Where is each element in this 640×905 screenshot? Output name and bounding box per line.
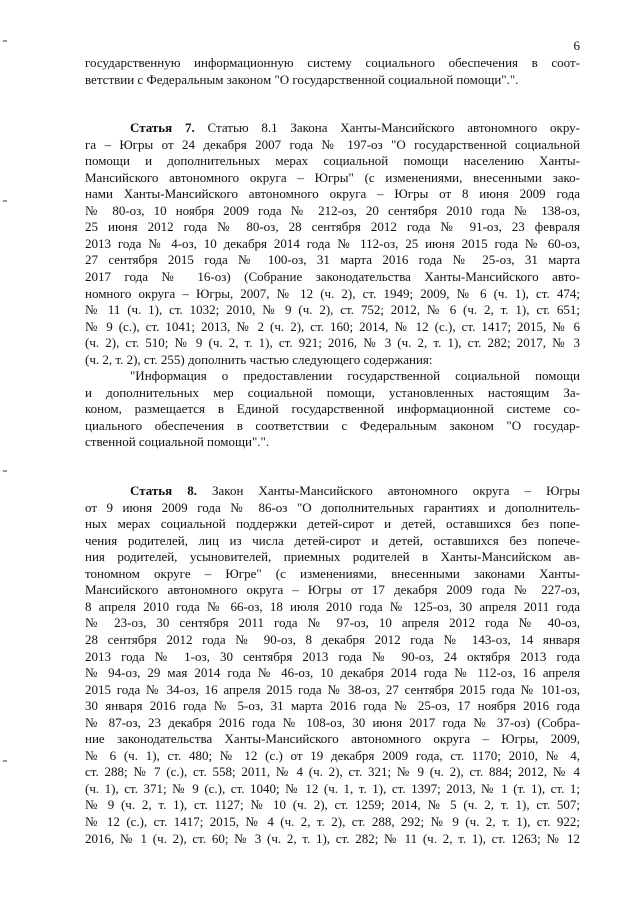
line-text: № 6 (ч. 1), ст. 480; № 12 (с.) от 19 декабря 2009 года, ст. 1170; 2010, № 4, bbox=[85, 747, 580, 763]
line-text: ветствии с Федеральным законом "О государственной социальной помощи".". bbox=[85, 71, 519, 87]
line-text: "Информация о предоставлении государственной социальной помощи bbox=[130, 368, 580, 384]
text-line bbox=[85, 418, 580, 435]
line-text: № 80-оз, 10 ноября 2009 года № 212-оз, 20 сентября 2010 года № 138-оз, bbox=[85, 202, 580, 218]
text-line bbox=[85, 698, 580, 715]
text-line bbox=[85, 170, 580, 187]
text-line bbox=[85, 748, 580, 765]
text-line bbox=[85, 319, 580, 336]
text-line bbox=[85, 269, 580, 286]
line-text: ных мерах социальной поддержки детей-сирот и детей, оставшихся без попе- bbox=[85, 516, 580, 532]
page-number: 6 bbox=[573, 38, 580, 53]
line-text: Мансийского автономного округа – Югры" (с изменениями, внесенными зако- bbox=[85, 169, 580, 185]
article-heading: Статья 7. bbox=[130, 120, 195, 136]
text-line bbox=[85, 335, 580, 352]
line-text: Статью 8.1 Закона Ханты-Мансийского автономного окру- bbox=[194, 120, 581, 136]
line-text: ст. 288; № 7 (с.), ст. 558; 2011, № 4 (ч. 2), ст. 321; № 9 (ч. 2), ст. 884; 2012, № 4 bbox=[85, 764, 580, 780]
line-text: 2013 года № 1-оз, 30 сентября 2013 года № 90-оз, 24 октября 2013 года bbox=[85, 648, 580, 664]
line-text: № 11 (ч. 1), ст. 1032; 2010, № 9 (ч. 2), ст. 752; 2012, № 6 (ч. 2, т. 1), ст. 651; bbox=[85, 302, 580, 318]
line-text: 8 апреля 2010 года № 66-оз, 18 июля 2010 года № 125-оз, 30 апреля 2011 года bbox=[85, 598, 580, 614]
scan-margin-mark bbox=[3, 470, 7, 472]
line-text: 2013 года № 4-оз, 10 декабря 2014 года № 112-оз, 25 июня 2015 года № 60-оз, bbox=[85, 235, 580, 251]
line-text: коном, размещается в Единой государственной информационной системе со- bbox=[85, 401, 580, 417]
scan-margin-mark bbox=[3, 40, 7, 42]
text-line bbox=[85, 549, 580, 566]
line-text: чения родителей, лиц из числа детей-сирот и детей, оставшихся без попече- bbox=[85, 532, 580, 548]
text-line bbox=[85, 72, 580, 89]
line-text: № 94-оз, 29 мая 2014 года № 46-оз, 10 декабря 2014 года № 112-оз, 16 апреля bbox=[85, 665, 580, 681]
line-text: га – Югры от 24 декабря 2007 года № 197-оз "О государственной социальной bbox=[85, 136, 580, 152]
line-text: циального обеспечения в соответствии с Федеральным законом "О государ- bbox=[85, 417, 580, 433]
text-line bbox=[85, 582, 580, 599]
line-text: ния родителей, усыновителей, приемных родителей в Ханты-Мансийском ав- bbox=[85, 549, 580, 565]
line-text: 25 июня 2012 года № 80-оз, 28 сентября 2012 года № 91-оз, 23 февраля bbox=[85, 219, 580, 235]
line-text: № 9 (ч. 2, т. 1), ст. 1127; № 10 (ч. 2), ст. 1259; 2014, № 5 (ч. 2, т. 1), ст. 507; bbox=[85, 797, 580, 813]
line-text: ственной социальной помощи".". bbox=[85, 434, 270, 450]
line-text: Мансийского автономного округа – Югры от 17 декабря 2009 года № 227-оз, bbox=[85, 582, 580, 598]
document-body bbox=[85, 55, 580, 847]
text-line bbox=[85, 649, 580, 666]
line-text: № 12 (с.), ст. 1417; 2015, № 4 (ч. 2, т. 2), ст. 288, 292; № 9 (ч. 2, т. 1), ст. 922; bbox=[85, 813, 580, 829]
text-line bbox=[85, 731, 580, 748]
line-text: помощи и дополнительных мерах социальной помощи населению Ханты- bbox=[85, 153, 580, 169]
line-text: и дополнительных мер социальной помощи, установленных настоящим За- bbox=[85, 384, 580, 400]
line-text: номного округа – Югры, 2007, № 12 (ч. 2), ст. 1949; 2009, № 6 (ч. 1), ст. 474; bbox=[85, 285, 580, 301]
text-line bbox=[85, 286, 580, 303]
line-text: 2015 года № 34-оз, 16 апреля 2015 года № 38-оз, 27 сентября 2015 года № 101-оз, bbox=[85, 681, 580, 697]
line-text: № 9 (с.), ст. 1041; 2013, № 2 (ч. 2), ст. 160; 2014, № 12 (с.), ст. 1417; 2015, № 6 bbox=[85, 318, 580, 334]
text-line bbox=[85, 500, 580, 517]
text-line bbox=[85, 533, 580, 550]
text-line bbox=[85, 186, 580, 203]
scan-margin-mark bbox=[3, 760, 7, 762]
text-line bbox=[85, 368, 580, 385]
text-line bbox=[85, 566, 580, 583]
line-text: (ч. 1), ст. 371; № 9 (с.), ст. 1040; № 12 (ч. 1, т. 1), ст. 1397; 2013, № 1 (т. 1), ст. 1; bbox=[85, 780, 580, 796]
text-line bbox=[85, 797, 580, 814]
text-line bbox=[85, 401, 580, 418]
text-line bbox=[85, 352, 580, 369]
text-line bbox=[85, 715, 580, 732]
line-text: от 9 июня 2009 года № 86-оз "О дополнительных гарантиях и дополнитель- bbox=[85, 499, 580, 515]
text-line bbox=[85, 434, 580, 451]
text-line bbox=[85, 814, 580, 831]
line-text: 2016, № 1 (ч. 2), ст. 60; № 3 (ч. 2, т. 1), ст. 282; № 11 (ч. 2, т. 1), ст. 1263; № 12 bbox=[85, 830, 580, 846]
text-line bbox=[85, 252, 580, 269]
text-line bbox=[85, 682, 580, 699]
text-line bbox=[85, 302, 580, 319]
text-line bbox=[85, 219, 580, 236]
text-line bbox=[85, 764, 580, 781]
paragraph-gap bbox=[85, 88, 580, 120]
line-text: нами Ханты-Мансийского автономного округа – Югры от 8 июня 2009 года bbox=[85, 186, 580, 202]
paragraph-gap bbox=[85, 451, 580, 483]
text-line bbox=[85, 665, 580, 682]
article-heading: Статья 8. bbox=[130, 483, 197, 499]
line-text: (ч. 2), ст. 510; № 9 (ч. 2, т. 1), ст. 921; 2016, № 3 (ч. 2, т. 1), ст. 282; 2017, № 3 bbox=[85, 335, 580, 351]
text-line bbox=[85, 781, 580, 798]
line-text: № 87-оз, 23 декабря 2016 года № 108-оз, 30 июня 2017 года № 37-оз) (Собра- bbox=[85, 714, 580, 730]
line-text: 28 сентября 2012 года № 90-оз, 8 декабря 2012 года № 143-оз, 14 января bbox=[85, 631, 580, 647]
line-text: (ч. 2, т. 2), ст. 255) дополнить частью следующего содержания: bbox=[85, 351, 433, 367]
text-line bbox=[85, 831, 580, 848]
text-line bbox=[85, 483, 580, 500]
line-text: 27 сентября 2015 года № 100-оз, 31 марта 2016 года № 25-оз, 31 марта bbox=[85, 252, 580, 268]
text-line bbox=[85, 203, 580, 220]
line-text: 30 января 2016 года № 5-оз, 31 марта 2016 года № 25-оз, 17 ноября 2016 года bbox=[85, 698, 580, 714]
line-text: 2017 года № 16-оз) (Собрание законодательства Ханты-Мансийского авто- bbox=[85, 269, 580, 285]
text-line bbox=[85, 137, 580, 154]
text-line bbox=[85, 385, 580, 402]
scan-margin-mark bbox=[3, 200, 7, 202]
text-line bbox=[85, 615, 580, 632]
text-line bbox=[85, 55, 580, 72]
line-text: тономном округе – Югре" (с изменениями, внесенными законами Ханты- bbox=[85, 565, 580, 581]
line-text: № 23-оз, 30 сентября 2011 года № 97-оз, 10 апреля 2012 года № 40-оз, bbox=[85, 615, 580, 631]
text-line bbox=[85, 516, 580, 533]
text-line bbox=[85, 599, 580, 616]
line-text: Закон Ханты-Мансийского автономного округа – Югры bbox=[197, 483, 580, 499]
line-text: государственную информационную систему социального обеспечения в соот- bbox=[85, 55, 580, 70]
text-line bbox=[85, 632, 580, 649]
text-line bbox=[85, 236, 580, 253]
text-line bbox=[85, 153, 580, 170]
line-text: ние законодательства Ханты-Мансийского автономного округа – Югры, 2009, bbox=[85, 731, 580, 747]
text-line bbox=[85, 120, 580, 137]
